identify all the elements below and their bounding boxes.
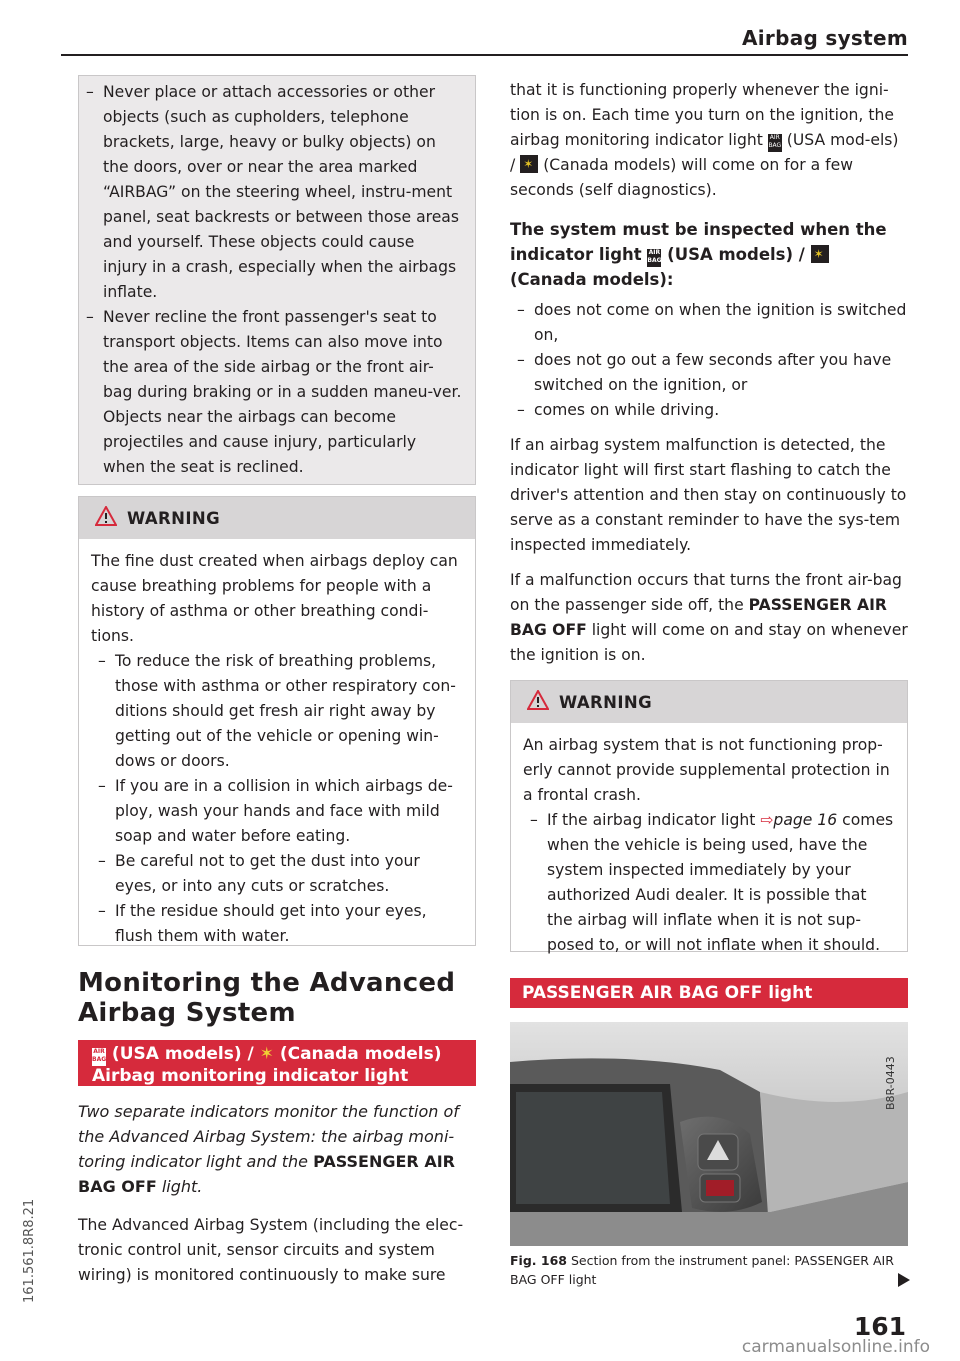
warning-triangle-icon <box>95 506 117 530</box>
section-title: Monitoring the Advanced Airbag System <box>78 968 456 1028</box>
subsection-line1b: (Canada models) <box>279 1044 442 1064</box>
subsection-line2: Airbag monitoring indicator light <box>92 1066 409 1086</box>
intro-paragraph: Two separate indicators monitor the function of the Advanced Airbag System: the airbag moni-toring indicator light and the PASSENGER AIR BAG OFF light. <box>78 1102 459 1196</box>
page-link[interactable]: ⇨page 16 <box>760 811 838 829</box>
inspect-item: – comes on while driving. <box>510 398 908 423</box>
note-item: – Never recline the front passenger's seat to transport objects. Items can also move into the area of the side airbag or the front air-bag during braking or in a sudden maneu-ver. Objects near the airbags can become projectiles and cause injury, particularly when the seat is reclined. <box>79 305 463 480</box>
passenger-airbag-heading: PASSENGER AIR BAG OFF light <box>510 978 908 1008</box>
warning-triangle-icon <box>527 690 549 714</box>
inspect-item: – does not come on when the ignition is switched on, <box>510 298 908 348</box>
warning-item: – Be careful not to get the dust into your eyes, or into any cuts or scratches. <box>91 849 463 899</box>
airbag-canada-icon: ✶ <box>811 245 829 263</box>
continue-arrow-icon[interactable] <box>898 1272 910 1291</box>
malfunction-paragraph: If an airbag system malfunction is detected, the indicator light will first start flashing to catch the driver's attention and then stay on continuously to serve as a constant reminder to have the sys-tem inspected immediately. <box>510 436 907 554</box>
warning-item: – If the residue should get into your eyes, flush them with water. <box>91 899 463 949</box>
passenger-paragraph: If a malfunction occurs that turns the front air-bag on the passenger side off, the PASSENGER AIR BAG OFF light will come on and stay on whenever the ignition is on. <box>510 571 908 664</box>
monitoring-paragraph: The Advanced Airbag System (including the elec-tronic control unit, sensor circuits and system wiring) is monitored continuously to make sure <box>78 1216 464 1284</box>
document-code: 161.561.8R8.21 <box>22 1198 37 1303</box>
warning-label: WARNING <box>559 692 653 712</box>
airbag-usa-icon: AIR BAG <box>768 134 782 152</box>
warning-item: – To reduce the risk of breathing problems, those with asthma or other respiratory con-ditions should get fresh air right away by getting out of the vehicle or opening win-dows or doors. <box>91 649 463 774</box>
warning-header <box>511 681 907 723</box>
right-paragraph-1: that it is functioning properly whenever the igni-tion is on. Each time you turn on the ignition, the airbag monitoring indicator light AIR BAG (USA mod-els) / ✶ (Canada models) will come on for a few seconds (self diagnostics). <box>510 81 899 199</box>
instrument-panel-figure <box>510 1022 908 1246</box>
running-title: Airbag system <box>742 26 908 50</box>
warning-box-right <box>510 680 908 952</box>
warning-box-left <box>78 496 476 946</box>
watermark: carmanualsonline.info <box>741 1337 930 1357</box>
warning-label: WARNING <box>127 508 221 528</box>
warning-intro: An airbag system that is not functioning prop-erly cannot provide supplemental protection in a frontal crash. <box>523 736 890 804</box>
warning-item: – If you are in a collision in which airbags de-ploy, wash your hands and face with mild soap and water before eating. <box>91 774 463 849</box>
page-number: 161 <box>853 1312 906 1341</box>
warning-item: – If the airbag indicator light ⇨page 16 comes when the vehicle is being used, have the system inspected immediately by your authorized Audi dealer. It is possible that the airbag will inflate when it is not sup-posed to, or will not inflate when it should. <box>523 808 895 958</box>
subsection-heading <box>78 1040 476 1086</box>
warning-header <box>79 497 475 539</box>
header-rule <box>61 54 908 56</box>
airbag-usa-icon: AIR BAG <box>92 1048 106 1066</box>
inspect-item: – does not go out a few seconds after you have switched on the ignition, or <box>510 348 908 398</box>
figure-code: B8R-0443 <box>884 1056 897 1110</box>
airbag-canada-icon: ✶ <box>520 155 538 173</box>
note-box <box>78 75 476 485</box>
note-item: – Never place or attach accessories or other objects (such as cupholders, telephone brackets, large, heavy or bulky objects) on the doors, over or near the area marked “AIRBAG” on the steering wheel, instru-ment panel, seat backrests or between those areas and yourself. These objects could cause injury in a crash, especially when the airbags inflate. <box>79 80 463 305</box>
airbag-canada-icon: ✶ <box>259 1044 274 1064</box>
subsection-line1: (USA models) / <box>111 1044 254 1064</box>
warning-intro: The fine dust created when airbags deploy can cause breathing problems for people with a history of asthma or other breathing condi-tions. <box>91 552 458 645</box>
figure-caption: Fig. 168 Section from the instrument panel: PASSENGER AIR BAG OFF light <box>510 1253 894 1287</box>
airbag-usa-icon: AIR BAG <box>647 249 661 267</box>
inspect-heading: The system must be inspected when the indicator light AIR BAG (USA models) / ✶ (Canada models): <box>510 220 887 289</box>
